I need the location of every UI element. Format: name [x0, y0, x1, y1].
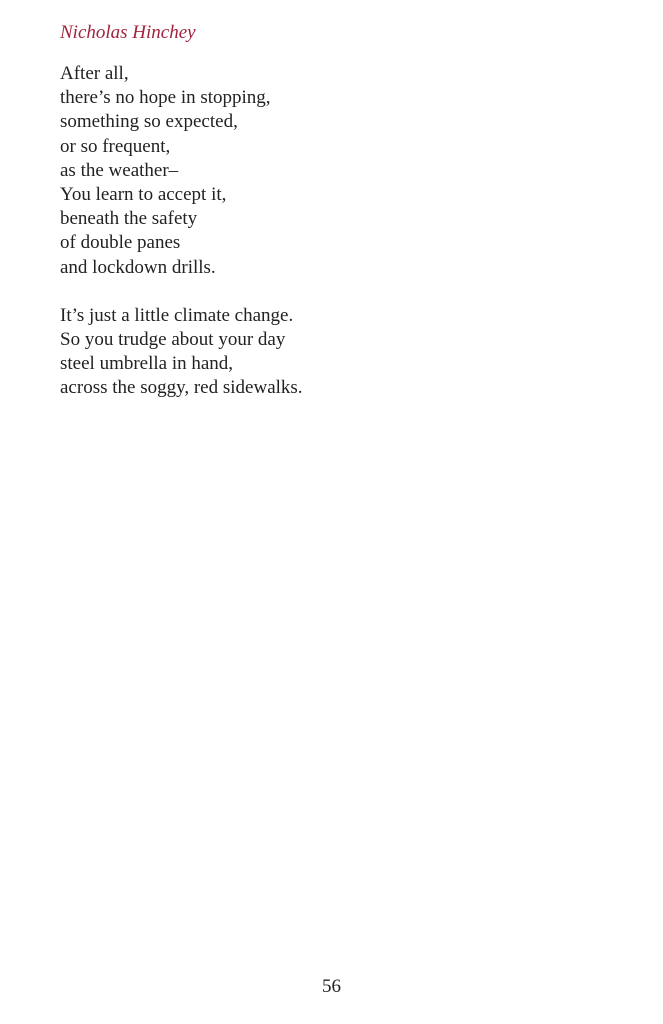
- poem-line: something so expected,: [60, 111, 238, 133]
- poem-body: [60, 62, 303, 401]
- poem-line: You learn to accept it,: [60, 184, 227, 206]
- poem-line: or so frequent,: [60, 135, 171, 157]
- stanza-2: [60, 304, 303, 401]
- poem-line: across the soggy, red sidewalks.: [60, 377, 303, 399]
- poem-line: as the weather–: [60, 159, 179, 181]
- poem-line: After all,: [60, 63, 129, 84]
- poem-line: It’s just a little climate change.: [60, 304, 294, 326]
- poem-line: So you trudge about your day: [60, 329, 286, 351]
- poem-line: steel umbrella in hand,: [60, 353, 234, 375]
- poem-line: beneath the safety: [60, 208, 198, 230]
- author-name: Nicholas Hinchey: [60, 22, 196, 43]
- poem-line: there’s no hope in stopping,: [60, 87, 271, 109]
- stanza-1: [60, 62, 303, 280]
- poem-line: and lockdown drills.: [60, 256, 216, 278]
- poem-line: of double panes: [60, 232, 181, 254]
- page-number: 56: [322, 976, 341, 997]
